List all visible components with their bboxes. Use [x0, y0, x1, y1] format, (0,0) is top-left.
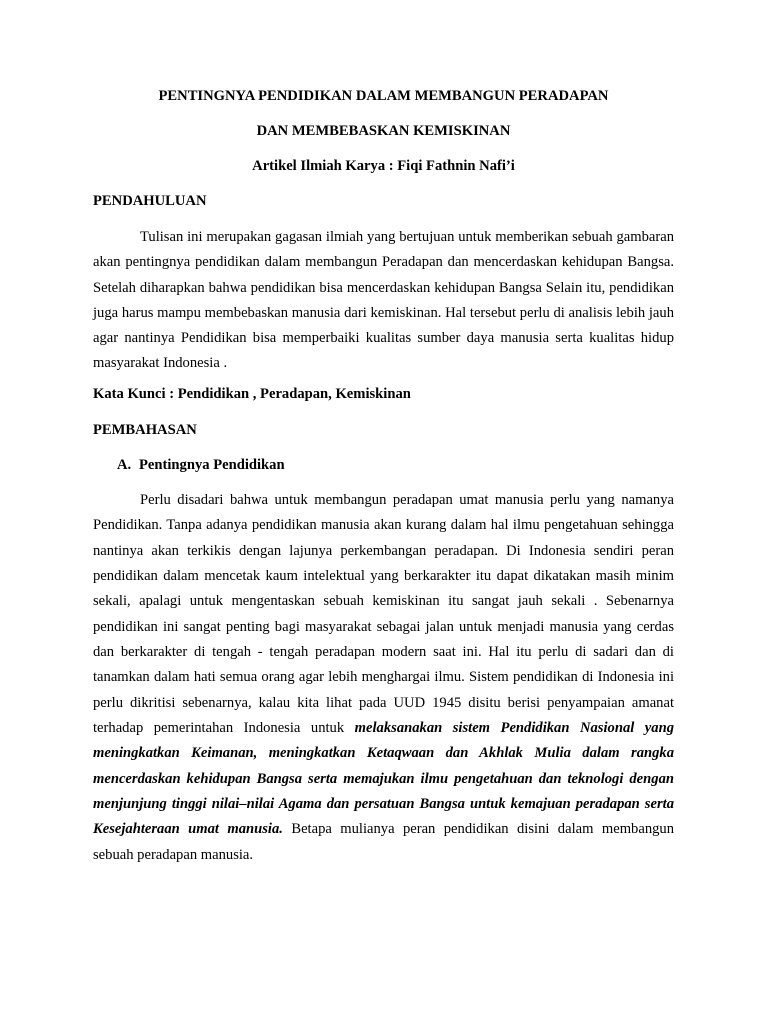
keywords-line: Kata Kunci : Pendidikan , Peradapan, Kemiskinan — [93, 386, 411, 402]
section-a-marker: A. — [117, 457, 132, 473]
author-line: Artikel Ilmiah Karya : Fiqi Fathnin Nafi’i — [252, 158, 515, 174]
document-title-line-2: DAN MEMBEBASKAN KEMISKINAN — [256, 123, 511, 139]
document-title-line-1: PENTINGNYA PENDIDIKAN DALAM MEMBANGUN PERADAPAN — [158, 88, 609, 104]
intro-heading: PENDAHULUAN — [93, 193, 207, 209]
section-a-paragraph-start: Perlu disadari bahwa untuk membangun peradapan umat manusia perlu yang namanya Pendidikan. Tanpa adanya pendidikan manusia akan kurang dalam hal ilmu pengetahuan sehingga nantinya akan terkikis dengan lajunya perkembangan peradapan. Di Indonesia sendiri peran pendidikan dalam mencetak kaum intelektual yang berkarakter itu dapat dikatakan masih minim sekali, apalagi untuk mengentaskan sebuah kemiskinan itu sangat jauh sekali . Sebenarnya pendidikan ini sangat penting bagi masyarakat sebagai jalan untuk menjadi manusia yang cerdas dan berkarakter di tengah - tengah peradapan modern saat ini. Hal itu perlu di sadari dan di tanamkan dalam hati semua orang agar lebih menghargai ilmu. Sistem pendidikan di Indonesia ini perlu dikritisi sebenarnya, kalau kita lihat pada UUD 1945 disitu berisi penyampaian amanat terhadap pemerintahan Indonesia untuk — [93, 492, 674, 737]
section-a-paragraph-emphasis: melaksanakan sistem Pendidikan Nasional yang meningkatkan Keimanan, meningkatkan Ketaqwaan dan Akhlak Mulia dalam rangka mencerdaskan kehidupan Bangsa serta memajukan ilmu pengetahuan dan teknologi dengan menjunjung tinggi nilai–nilai Agama dan persatuan Bangsa untuk kemajuan peradapan serta Kesejahteraan umat manusia. — [93, 720, 674, 838]
discussion-heading: PEMBAHASAN — [93, 422, 197, 438]
section-a-heading — [117, 457, 285, 474]
intro-paragraph: Tulisan ini merupakan gagasan ilmiah yang bertujuan untuk memberikan sebuah gambaran akan pentingnya pendidikan dalam membangun Peradapan dan mencerdaskan kehidupan Bangsa. Setelah diharapkan bahwa pendidikan bisa mencerdaskan kehidupan Bangsa Selain itu, pendidikan juga harus mampu membebaskan manusia dari kemiskinan. Hal tersebut perlu di analisis lebih jauh agar nantinya Pendidikan bisa memperbaiki kualitas sumber daya manusia serta kualitas hidup masyarakat Indonesia . — [93, 229, 674, 372]
section-a-title: Pentingnya Pendidikan — [139, 457, 285, 473]
section-a-paragraph-end: Betapa mulianya peran pendidikan disini dalam membangun sebuah peradapan manusia. — [93, 821, 675, 863]
section-a-paragraph — [93, 488, 674, 868]
